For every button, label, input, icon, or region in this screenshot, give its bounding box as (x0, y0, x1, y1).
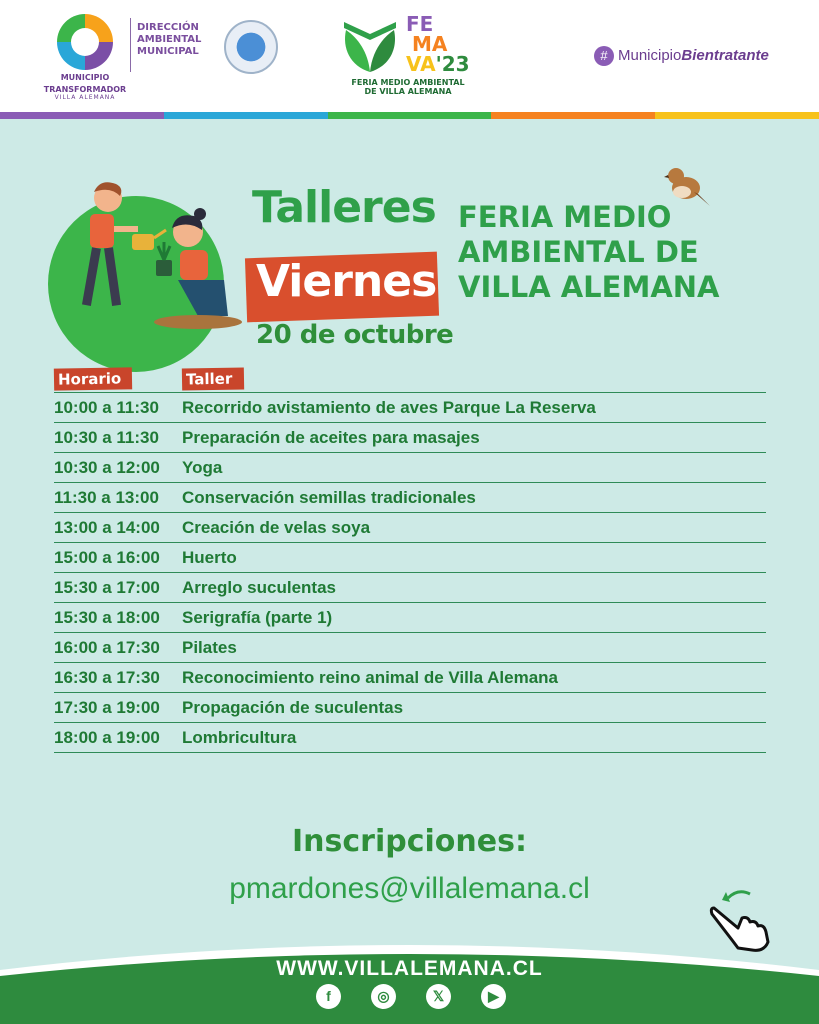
table-row (54, 422, 766, 452)
femava-va: VA (406, 52, 436, 76)
row-taller: Serigrafía (parte 1) (182, 607, 333, 627)
table-row (54, 482, 766, 512)
row-time: 16:30 a 17:30 (54, 667, 160, 687)
direccion-line1: DIRECCIÓN (137, 22, 199, 33)
femava-ma: MA (412, 32, 448, 56)
x-icon[interactable]: 𝕏 (426, 984, 451, 1009)
row-time: 11:30 a 13:00 (54, 487, 159, 507)
table-row (54, 542, 766, 572)
row-taller: Huerto (182, 547, 237, 567)
row-taller: Propagación de suculentas (182, 697, 404, 717)
femava-sub2: DE VILLA ALEMANA (364, 87, 452, 96)
row-taller: Pilates (182, 637, 237, 657)
horario-header: Horario (54, 367, 132, 390)
row-time: 17:30 a 19:00 (54, 697, 160, 717)
feria-line3: VILLA ALEMANA (458, 270, 720, 304)
taller-header: Taller (182, 367, 244, 390)
facebook-icon[interactable]: f (316, 984, 341, 1009)
hashtag-part2: Bientratante (681, 47, 769, 64)
youtube-icon[interactable]: ▶ (481, 984, 506, 1009)
feria-line2: AMBIENTAL DE (458, 235, 699, 269)
kids-gardening-illustration (48, 176, 248, 366)
municipio-logo-icon (57, 14, 113, 70)
children-planting-icon (48, 176, 248, 366)
row-time: 16:00 a 17:30 (54, 637, 160, 657)
femava-sub1: FERIA MEDIO AMBIENTAL (351, 78, 465, 87)
direccion-line3: MUNICIPAL (137, 46, 199, 57)
direccion-ambiental-label (137, 22, 201, 58)
muni-line3: VILLA ALEMANA (54, 94, 116, 101)
row-time: 10:00 a 11:30 (54, 397, 159, 417)
hashtag-icon: # (594, 46, 614, 66)
femava-letters (406, 14, 470, 74)
header-bar (0, 0, 819, 112)
row-taller: Lombricultura (182, 727, 297, 747)
row-time: 15:30 a 17:00 (54, 577, 160, 597)
table-row (54, 572, 766, 602)
certification-seal-icon (224, 20, 278, 74)
femava-leaf-icon (340, 18, 400, 74)
direccion-line2: AMBIENTAL (137, 34, 202, 45)
row-taller: Conservación semillas tradicionales (182, 487, 476, 507)
instagram-icon[interactable]: ◎ (371, 984, 396, 1009)
table-row (54, 602, 766, 632)
femava-subtitle (338, 78, 478, 96)
table-row (54, 392, 766, 422)
table-row (54, 632, 766, 662)
table-row (54, 722, 766, 753)
row-taller: Yoga (182, 457, 223, 477)
inscripciones-email-link[interactable]: pmardones@villalemana.cl (229, 872, 590, 905)
talleres-title: Talleres (252, 182, 436, 233)
feria-line1: FERIA MEDIO (458, 200, 672, 234)
viernes-title: Viernes (256, 256, 437, 307)
header-divider (130, 18, 131, 72)
muni-line1: MUNICIPIO (60, 73, 110, 82)
website-link[interactable]: WWW.VILLALEMANA.CL (276, 957, 543, 980)
row-time: 10:30 a 12:00 (54, 457, 160, 477)
row-taller: Reconocimiento reino animal de Villa Alemana (182, 667, 559, 687)
femava-year: '23 (435, 52, 470, 76)
hashtag-municipio-bientratante (594, 46, 769, 66)
muni-line2: TRANSFORMADOR (43, 85, 127, 94)
feria-title (458, 200, 719, 305)
table-row (54, 662, 766, 692)
municipio-logo (40, 14, 130, 101)
row-taller: Arreglo suculentas (182, 577, 336, 597)
row-taller: Creación de velas soya (182, 517, 371, 537)
row-time: 15:30 a 18:00 (54, 607, 160, 627)
femava-fe: FE (406, 12, 434, 36)
color-stripe (0, 112, 819, 119)
schedule-table (54, 392, 766, 753)
inscripciones-label: Inscripciones: (292, 824, 527, 859)
row-taller: Preparación de aceites para masajes (182, 427, 480, 447)
hashtag-part1: Municipio (618, 47, 682, 64)
social-icons (316, 984, 506, 1010)
row-time: 13:00 a 14:00 (54, 517, 160, 537)
table-row (54, 692, 766, 722)
femava-logo (338, 14, 488, 102)
row-time: 15:00 a 16:00 (54, 547, 160, 567)
event-date: 20 de octubre (256, 320, 454, 350)
row-taller: Recorrido avistamiento de aves Parque La Reserva (182, 397, 596, 417)
table-row (54, 512, 766, 542)
row-time: 18:00 a 19:00 (54, 727, 160, 747)
table-row (54, 452, 766, 482)
row-time: 10:30 a 11:30 (54, 427, 159, 447)
